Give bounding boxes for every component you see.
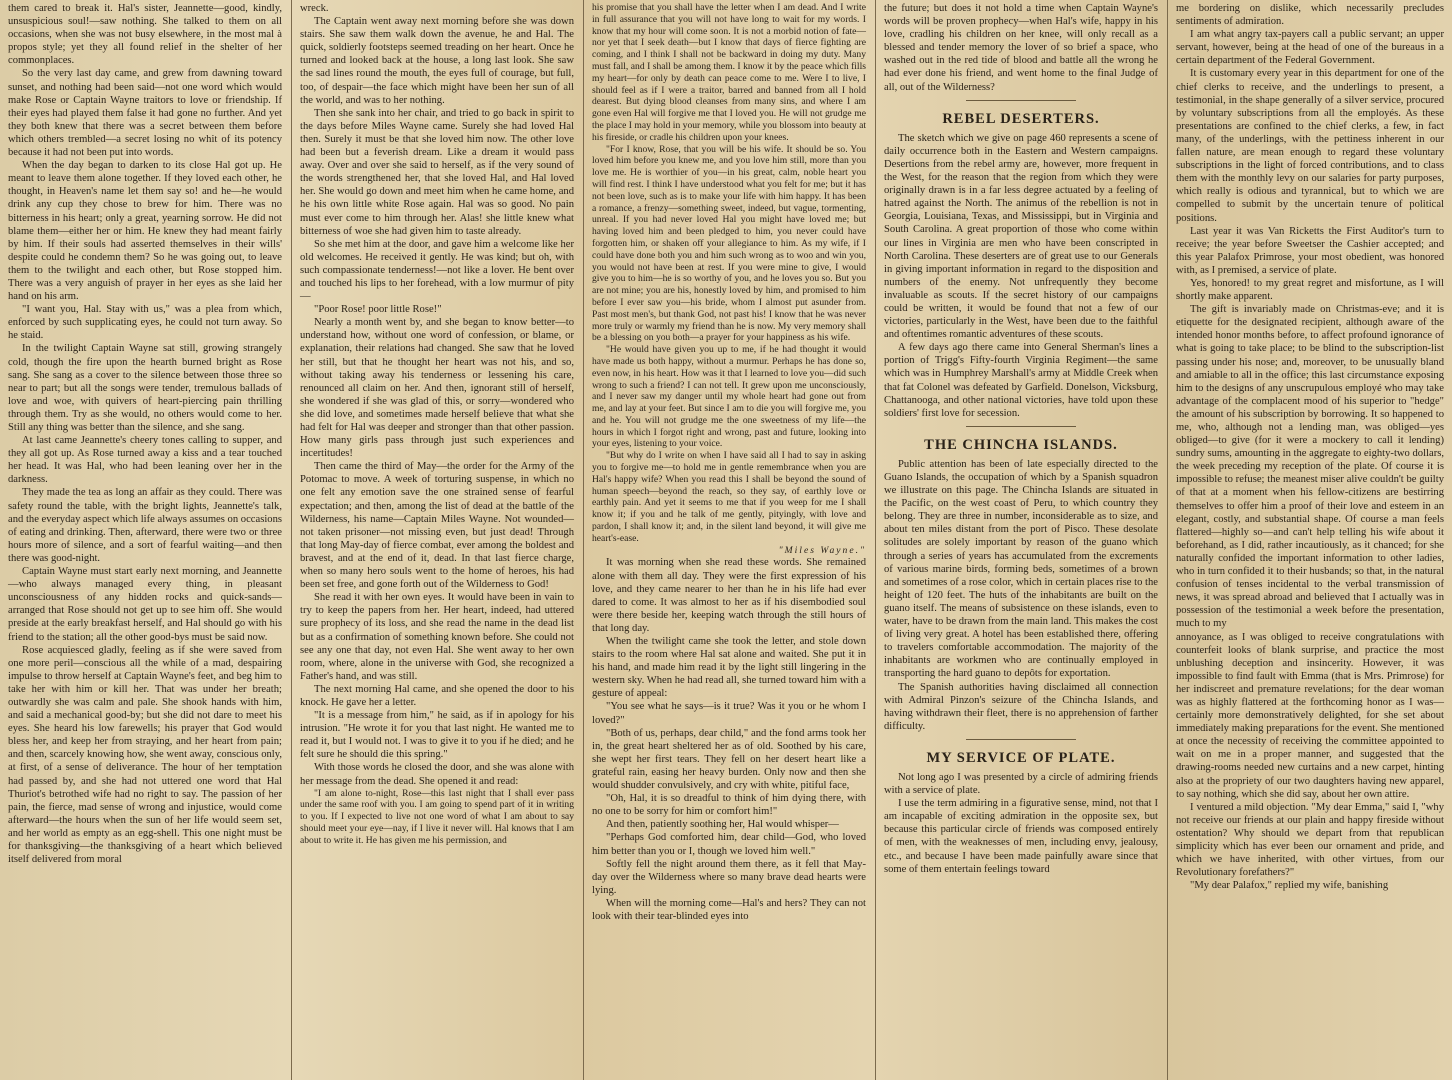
- letter-text: his promise that you shall have the letter when I am dead. And I write in full assurance that you will not have long to wait for my words. I know that my hour will come soon. It is not a morbid notion of fate—nor yet that I seek death—but I know that days of fierce fighting are coming, and I think I shall not be backward in doing my duty. Many must fall, and I shall be among them. I know it by the peace which fills my heart—for only by death can peace come to me. Were I to live, I should feel as if I were a traitor, barred and banned from all I hold dearest. But dying blood cleanses from many sins, and where I am gone even Hal will forgive me that I loved you. He will not grudge me the place I may hold in your memory, while you blossom into beauty at his fireside, or cradle his children upon your knees.: [592, 2, 866, 143]
- paragraph: It is customary every year in this department for one of the chief clerks to receive, and the underlings to present, a testimonial, in the shape generally of a silver service, procured by voluntary subscriptions from all the employés. As these presentations are confined to the chief clerks, a few, in fact many, of the underlings, with the pettiness inherent in our fallen nature, are mean enough to regard these voluntary subscriptions in the light of forced contributions, and to class them with the monthly levy on our salaries for party purposes, which really is odious and tyrannical, but to which we are compelled to submit by the uncertain tenure of political positions.: [1176, 68, 1444, 224]
- column-2: [292, 0, 582, 1080]
- paragraph: She read it with her own eyes. It would have been in vain to try to keep the papers from her. Her heart, indeed, had uttered sure prophecy of its loss, and she read the name in the dead list but as a confirmation of something known before. She could not see any one that day, not even Hal. She went away to her own room, where, alone in the universe with God, she recognized a Father's hand, and was still.: [300, 592, 574, 682]
- paragraph: When the day began to darken to its close Hal got up. He meant to leave them alone together. If they loved each other, he thought, in Heaven's name let them say so! and he—he would drink any cup they chose to brew for him. There was no bitterness in his heart; only a great, yearning sorrow. He did not blame them—either her or him. He knew they had meant fairly by him. If their souls had asserted themselves in their wills' despite could he condemn them? So he was going out, to leave them to the twilight and each other, but Rose stopped him. There was a very anguish of prayer in her eyes as she laid her hand on his arm.: [8, 160, 282, 303]
- paragraph: "Oh, Hal, it is so dreadful to think of him dying there, with no one to be sorry for him or comfort him!": [592, 793, 866, 818]
- paragraph: Public attention has been of late especially directed to the Guano Islands, the occupation of which by a Spanish squadron we illustrate on this page. The Chincha Islands are situated in the Pacific, on the west coast of Peru, to which country they belong. They are three in number, inconsiderable as to size, and about ten miles distant from the port of Pisco. These desolate solitudes are solely important by reason of the guano which through a series of years has accumulated from the excrements of various marine birds, forming beds, sometimes of a brown and sometimes of a rose color, which in certain places rise to the height of 120 feet. The huts of the inhabitants are built on the guano itself. The means of subsistence on these islands, even to water, have to be drawn from the main land. This makes the cost of living very great. A hotel has been established there, offering to travelers comfortable accommodation. The majority of the inhabitants are workmen who are continually employed in transporting the hard guano to depôts for exportation.: [884, 458, 1158, 680]
- paragraph: the future; but does it not hold a time when Captain Wayne's words will be proven prophecy—when Hal's wife, happy in his love, cradling his children on her knee, will only recall as a blessed and tender memory the lover of so brief a space, who washed out in the red tide of blood and battle all the wrong he had ever done his friend, and went home to the final Judge of all, out of the Wilderness?: [884, 3, 1158, 93]
- paragraph: With those words he closed the door, and she was alone with her message from the dead. She opened it and read:: [300, 762, 574, 787]
- paragraph: Not long ago I was presented by a circle of admiring friends with a service of plate.: [884, 771, 1158, 797]
- paragraph: The sketch which we give on page 460 represents a scene of daily occurrence both in the Eastern and Western campaigns. Desertions from the rebel army are, however, more frequent in the West, for the reason that the region from which they were originally drawn is in a far less degree actuated by a feeling of hatred against the North. The animus of the rebellion is not in Georgia, Louisiana, Texas, and Mississippi, but in Virginia and South Carolina. A great proportion of those who come within our lines in Virginia are men who have been conscripted in North Carolina. These deserters are of great use to our Generals in giving important information in regard to the disposition and numbers of the enemy. Not unfrequently they become invaluable as scouts. If the secret history of our campaigns could be written, it would be found that not a few of our victories, particularly in the West, have been due to the faithful and oftentimes romantic adventures of these scouts.: [884, 132, 1158, 341]
- paragraph: At last came Jeannette's cheery tones calling to supper, and they all got up. As Rose turned away a kiss and a tear touched her head. It was Hal, who had been leaning over her in the darkness.: [8, 435, 282, 486]
- section-heading-service-of-plate: MY SERVICE OF PLATE.: [926, 749, 1116, 766]
- section-divider: [966, 426, 1076, 427]
- column-1: [0, 0, 290, 1080]
- paragraph: "Both of us, perhaps, dear child," and the fond arms took her in, the great heart sheltered her as of old. Soothed by his care, she wept her first tears. They fell on her desert heart like a grateful rain, easing her heavy burden. Only now and then she would shudder convulsively, and cry with white, pitiful face,: [592, 727, 866, 792]
- paragraph: Yes, honored! to my great regret and misfortune, as I will shortly make apparent.: [1176, 277, 1444, 303]
- paragraph: "You see what he says—is it true? Was it you or he whom I loved?": [592, 701, 866, 726]
- paragraph: them cared to break it. Hal's sister, Jeannette—good, kindly, unsuspicious soul!—saw nothing. She talked to them on all occasions, when she was not busy elsewhere, in the most mal à propos style; yet they all found relief in the shelter of her commonplaces.: [8, 3, 282, 67]
- column-5: [1168, 0, 1452, 1080]
- paragraph: "My dear Palafox," replied my wife, banishing: [1190, 880, 1389, 892]
- column-3: [584, 0, 874, 1080]
- paragraph: So the very last day came, and grew from dawning toward sunset, and nothing had been said—not one word which would make Rose or Captain Wayne traitors to love or friendship. If their eyes had played them false it had gone no further. And yet they both knew that there was a secret between them before which others trembled—a secret losing no whit of its potency because it had not been put into words.: [8, 68, 282, 159]
- paragraph: It was morning when she read these words. She remained alone with them all day. They were the first expression of his love, and they came nearer to her than he in his life had ever dared to come. It was almost to her as if his disembodied soul were there beside her, keeping watch through the still hours of that long day.: [592, 557, 866, 634]
- paragraph: So she met him at the door, and gave him a welcome like her old welcomes. He received it gently. He was kind; but oh, with such compassionate tenderness!—not like a lover. He bent over and touched his lips to her forehead, with a low murmur of pity—: [300, 238, 574, 303]
- paragraph: A few days ago there came into General Sherman's lines a portion of Trigg's Fifty-fourth Virginia Regiment—the same which was in Humphrey Marshall's army at Middle Creek when that fat Colonel was defeated by Garfield. Donelson, Vicksburg, Chattanooga, and other national victories, have told upon these soldiers' first love for secession.: [884, 342, 1158, 419]
- paragraph: I am what angry tax-payers call a public servant; an upper servant, however, being at the head of one of the bureaus in a certain department of the Federal Government.: [1176, 29, 1444, 67]
- paragraph: me bordering on dislike, which necessarily precludes sentiments of admiration.: [1176, 3, 1444, 28]
- paragraph: I ventured a mild objection. "My dear Emma," said I, "why not receive our friends at our plain and happy fireside without ostentation? Why should we depart from that republican simplicity which has ever been our ornament and pride, and which we have inherited, with other virtues, from our Revolutionary forefathers?": [1176, 801, 1444, 879]
- paragraph: Last year it was Van Ricketts the First Auditor's turn to receive; the year before Sweetser the Cashier accepted; and this year Palafox Primrose, your most obedient, was honored with, as I premised, a service of plate.: [1176, 225, 1444, 276]
- paragraph: The next morning Hal came, and she opened the door to his knock. He gave her a letter.: [300, 683, 574, 708]
- paragraph: Then came the third of May—the order for the Army of the Potomac to move. A week of torturing suspense, in which no one felt any emotion save the one strained sense of fearful expectation; and then, among the list of dead at the battle of the Wilderness, his name—Captain Miles Wayne. Not wounded—not taken prisoner—not missing even, but just dead! Through that long May-day of fierce combat, ever among the boldest and bravest, and at the end of it, dead. In that last fierce charge, when so many hero souls went to the home of heroes, his had been set free, and gone forth out of the Wilderness to God!: [300, 461, 574, 591]
- paragraph: Nearly a month went by, and she began to know better—to understand how, without one word of confession, or blame, or explanation, their relations had changed. She saw that he loved her still, but that he thought her heart was not his, and so, without taking away his tenderness or lessening his care, renounced all claim on her. And then, ignorant still of herself, she wondered if she was glad of this, or sorry—wondered who she did love, and sometimes made herself believe that what she had felt for Hal was deeper and stronger than that other passion. How many girls pass through just such experiences and incertitudes!: [300, 317, 574, 460]
- paragraph: Then she sank into her chair, and tried to go back in spirit to the days before Miles Wayne came. Surely she had loved Hal then. Surely it must be that she loved him now. The other love had been but a feverish dream. Like a dream it would pass away. Over and over she said to herself, as if the very sound of the words strengthened her, that she loved Hal, and Hal loved her. She would go down and meet him when he came home, and he his own little white Rose again. Hal was so good. No pain must ever come to him through her. Alas! she little knew what bitterness of woe she had given him to taste already.: [300, 107, 574, 237]
- letter-signature: "Miles Wayne.": [778, 544, 866, 556]
- letter-text: "For I know, Rose, that you will be his wife. It should be so. You loved him before you knew me, and you love him still, more than you love me. He is worthier of you—in his great, calm, noble heart you will find rest. I think I have understood what you felt for me; but it has not been love, such as is to make your life with him happy. It has been a romance, a frenzy—something sweet, indeed, but vague, tormenting, unreal. If you had never loved Hal you might have loved me; but having loved him and been pledged to him, you never could have forgotten him, or shaken off your allegiance to him. As my wife, if I could have done both you and him such wrong as to woo and win you, you would not have been at rest. If you were mine to give, I would give you to him—he is so worthy of you, and he loves you so. But you are not mine; you are his, honestly loved by him, and promised to him before I ever saw you—his bride, whom I almost put asunder from. Past most men's, but thank God, not past his! I know that he was never more truly or warmly my friend than he is now. My very memory shall be a blessing on you both—a prayer for your happiness as his wife.: [592, 143, 866, 344]
- paragraph: Rose acquiesced gladly, feeling as if she were saved from one more peril—conscious all the while of a mad, despairing impulse to throw herself at Captain Wayne's feet, and beg him to take her with him or kill her. That was under her breath; outwardly she was calm and pale. She shook hands with him, and said a mechanical good-by; but she did not dare to meet his eyes. She heard his low farewells; his prayer that God would bless her, and keep her from straying, and her heart from pain; and then, scarcely knowing how, she went away, conscious only, at first, of a sense of deliverance. The hour of her temptation had passed by, and she had not uttered one word that Hal Thuriot's betrothed wife had no right to say. The passion of her pain, the fierce, mad sense of wrong and injustice, would come afterward—the hours when the sun of her life would seem set, and her world as empty as an egg-shell. This one night must be for thanksgiving—the thanksgiving of a heart which believed itself delivered from moral: [8, 644, 282, 866]
- paragraph: The Spanish authorities having disclaimed all connection with Admiral Pinzon's seizure of the Chincha Islands, and having withdrawn their fleet, there is no apprehension of farther difficulty.: [884, 681, 1158, 732]
- paragraph: When will the morning come—Hal's and hers? They can not look with their tear-blinded eyes into: [592, 897, 866, 922]
- paragraph: Captain Wayne must start early next morning, and Jeannette—who always managed every thing, in pleasant unconsciousness of any hidden rocks and quick-sands—arranged that Rose should not get up to see him off. She would preside at the early breakfast herself, and Hal should go with his friend to the station; all the other good-bys must be said now.: [8, 566, 282, 643]
- paragraph: The gift is invariably made on Christmas-eve; and it is etiquette for the designated recipient, although aware of the intended honor months before, to affect profound ignorance of what is going to take place; to be blind to the subscription-list passing under his nose; and, moreover, to be unusually bland and amiable to all in the office; this last circumstance exposing him to the designs of any unscrupulous employé who may take advantage of the complacent mood of his superior to "hedge" the amount of his subscription by borrowing. It so happened to me, who, although not a lending man, was obliged—yes obliged—to give (for it were a mockery to call it lending) sundry sums, amounting in the aggregate to eighty-two dollars, the week preceding my reception of the plate. Of course it is impossible to refuse; the meanest miser alive couldn't be guilty of that at a moment when his fellow-citizens are bestirring themselves to offer him a proof of their love and esteem in an elegant, costly, and substantial shape. Of course a man feels flattered—highly so—and can't help telling his wife about it beforehand, as I did, rather incautiously, as it chanced; for she naturally confided the important information to other ladies, who in turn confided it to their husbands; so that, in the natural confusion of tenses incidental to the verbal transmission of news, it was spread abroad and believed that I actually was in possession of the testimonial a week before the presentation, much to my: [1176, 304, 1444, 630]
- letter-text: "I am alone to-night, Rose—this last night that I shall ever pass under the same roof with you. I am going to spend part of it in writing to you. If I expected to live not one word of what I am about to say should meet your eye—nay, if I live it never will. Hal knows that I am about to write it. He has given me his permission, and: [300, 787, 574, 846]
- section-divider: [966, 739, 1076, 740]
- section-heading-chincha-islands: THE CHINCHA ISLANDS.: [924, 436, 1118, 453]
- paragraph: "Poor Rose! poor little Rose!": [314, 304, 442, 316]
- column-4: [876, 0, 1166, 1080]
- paragraph: When the twilight came she took the letter, and stole down stairs to the room where Hal sat alone and waited. She put it in his hand, and made him read it by the light still lingering in the western sky. When he had read all, she turned toward him with a gesture of appeal:: [592, 636, 866, 700]
- section-divider: [966, 100, 1076, 101]
- paragraph: Softly fell the night around them there, as it fell that May-day over the Wilderness where so many brave dead hearts were lying.: [592, 858, 866, 896]
- paragraph: I use the term admiring in a figurative sense, mind, not that I am incapable of exciting admiration in the opposite sex, but because this particular circle of friends was composed entirely of men, with the weaknesses of men, including envy, jealousy, etc., and because I have been made painfully aware since that some of them entertain feelings toward: [884, 798, 1158, 875]
- letter-text: "He would have given you up to me, if he had thought it would have made us both happy, without a murmur. Perhaps he has done so, even now, in his heart. How was it that I learned to love you—did such wrong to such a friend? I can not tell. It grew upon me unconsciously, and I never saw my danger until my whole heart had gone out from me, and lay at your feet. But since I am to die you will forgive me, you and he. You will not grudge me the one sweetness of my life—the hours in which I forgot right and wrong, past and future, looking into your eyes, listening to your voice.: [592, 344, 866, 450]
- paragraph: And then, patiently soothing her, Hal would whisper—: [606, 819, 839, 831]
- paragraph: In the twilight Captain Wayne sat still, growing strangely cold, though the fire upon the hearth burned bright as Rose sang. She sang as a cover to the silence between those three so near to part; but all the songs were tender, tremulous ballads of love and woe, with quivers of heart-piercing pain thrilling through them. Try as she would, no others would come to her. Still any thing was better than the silence, and she sang.: [8, 343, 282, 433]
- paragraph: "I want you, Hal. Stay with us," was a plea from which, enforced by such supplicating eyes, he could not turn away. So he staid.: [8, 304, 282, 342]
- paragraph: wreck.: [300, 3, 329, 14]
- paragraph: "Perhaps God comforted him, dear child—God, who loved him better than you or I, though we loved him well.": [592, 832, 866, 857]
- section-heading-rebel-deserters: REBEL DESERTERS.: [942, 110, 1100, 127]
- paragraph: They made the tea as long an affair as they could. There was safety round the table, with the bright lights, Jeannette's talk, and the everyday aspect which life always assumes on occasions of eating and drinking. Then, afterward, there were two or three hours more of silence, and a sort of fearful waiting—and then there was good-night.: [8, 487, 282, 564]
- paragraph: The Captain went away next morning before she was down stairs. She saw them walk down the avenue, he and Hal. The quick, soldierly footsteps seemed treading on her heart. Once he turned and looked back at the house, a long last look. She saw the sad lines round the mouth, the eyes full of courage, but full, too, of despair—the face which might have been her sun of all the world, and was to her nothing.: [300, 16, 574, 106]
- paragraph: "It is a message from him," he said, as if in apology for his intrusion. "He wrote it for you that last night. He wanted me to read it, but I would not. I was to give it to you if he died; and he felt sure he should die this spring.": [300, 710, 574, 761]
- paragraph: annoyance, as I was obliged to receive congratulations with counterfeit looks of blank surprise, and practice the most unblushing deception and insincerity. However, it was impossible to find fault with Emma (that is Mrs. Primrose) for her indiscreet and premature revelations; for the dear woman was as highly flattered at the forthcoming honor as I was—certainly more demonstratively delighted, for she set about immediately making preparations for the event. She mentioned at once the necessity of receiving the committee appointed to wait on me in a proper manner, and suggested that the drawing-rooms needed new curtains and a new carpet, hinting also at the propriety of our two daughters having new apparel, to say nothing, which she did say, about her own attire.: [1176, 631, 1444, 800]
- letter-text: "But why do I write on when I have said all I had to say in asking you to forgive me—to hold me in gentle remembrance when you are Hal's happy wife? When you read this I shall be beyond the sound of human speech—beyond the reach, so they say, of earthly love or earthly pain. And yet it seems to me that if you weep for me I shall know it; if you and he talk of me gently, pityingly, with love and pardon, I shall know it; and, in the silent land beyond, it will give me heart's-ease.: [592, 450, 866, 544]
